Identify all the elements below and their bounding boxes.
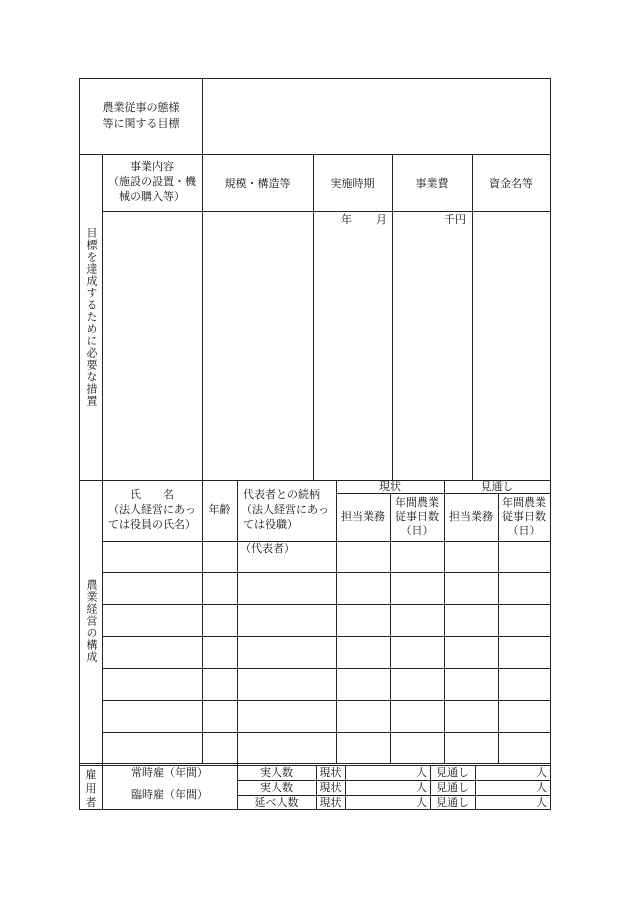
actual-count-label: 実人数 [260, 766, 293, 779]
header-name-line2: （法人経営にあっ [108, 503, 196, 516]
temporary-employment-label: 臨時雇（年間） [131, 788, 208, 801]
current-label: 現状 [319, 766, 342, 779]
goal-label-line1: 農業従事の態様 [102, 101, 180, 114]
col-divider [102, 154, 103, 810]
unit-thousand-yen: 千円 [444, 213, 466, 226]
header-fund: 資金名等 [489, 177, 533, 190]
col-divider [392, 154, 393, 480]
col-divider [237, 480, 238, 810]
current-label: 現状 [319, 796, 342, 809]
header-age: 年齢 [208, 503, 231, 516]
header-content-line1: 事業内容 [130, 160, 174, 173]
person-unit: 人 [536, 766, 547, 779]
measures-side-label: 目標を達成するために必要な措置 [85, 227, 98, 407]
current-label: 現状 [319, 781, 342, 794]
header-outlook-days-line3: （日） [507, 524, 541, 537]
row-divider [102, 732, 550, 733]
section-divider [80, 763, 550, 764]
header-outlook-duty: 担当業務 [449, 510, 493, 523]
application-form [79, 78, 551, 810]
goal-label-line2: 等に関する目標 [102, 117, 180, 130]
representative-label: （代表者） [240, 542, 295, 555]
row-divider [80, 154, 550, 155]
header-current-days-line2: 従事日数 [395, 510, 439, 523]
outlook-label: 見通し [436, 781, 469, 794]
header-current-days-line1: 年間農業 [395, 496, 439, 509]
unit-month: 月 [376, 213, 387, 226]
header-relation-line2: （法人経営にあっ [241, 503, 329, 516]
header-current-days-line3: （日） [400, 524, 434, 537]
outlook-label: 見通し [436, 796, 469, 809]
row-divider [102, 541, 550, 542]
actual-count-label: 実人数 [260, 781, 293, 794]
row-divider [102, 211, 550, 212]
row-divider [102, 668, 550, 669]
header-content-line3: 械の購入等） [119, 190, 185, 203]
col-divider [472, 154, 473, 480]
col-divider [313, 154, 314, 480]
header-relation-line1: 代表者との続柄 [243, 488, 320, 501]
unit-year: 年 [341, 213, 352, 226]
header-cost: 事業費 [415, 177, 449, 190]
col-divider [202, 79, 203, 480]
row-divider [102, 604, 550, 605]
outlook-label: 見通し [436, 766, 469, 779]
header-outlook-days-line1: 年間農業 [502, 496, 546, 509]
person-unit: 人 [416, 781, 427, 794]
total-count-label: 延べ人数 [254, 796, 299, 809]
row-divider [102, 572, 550, 573]
header-relation-line3: ては役職） [243, 518, 298, 531]
employment-side-label-2: 用 [85, 782, 97, 795]
header-name-line1: 氏 名 [130, 488, 174, 501]
employment-side-label-1: 雇 [85, 768, 97, 781]
header-current: 現状 [379, 480, 401, 493]
person-unit: 人 [536, 796, 547, 809]
header-outlook: 見通し [480, 480, 514, 493]
header-period: 実施時期 [330, 177, 375, 190]
employment-side-label-3: 者 [85, 796, 97, 809]
header-content-line2: （施設の設置・機 [108, 175, 196, 188]
person-unit: 人 [416, 796, 427, 809]
row-divider [102, 700, 550, 701]
header-outlook-days-line2: 従事日数 [502, 510, 546, 523]
header-name-line3: ては役員の氏名） [108, 518, 196, 531]
header-scale: 規模・構造等 [224, 177, 291, 190]
person-unit: 人 [416, 766, 427, 779]
row-divider [102, 636, 550, 637]
permanent-employment-label: 常時雇（年間） [131, 766, 208, 779]
col-divider [202, 480, 203, 763]
composition-side-label: 農業経営の構成 [85, 579, 98, 663]
person-unit: 人 [536, 781, 547, 794]
header-current-duty: 担当業務 [341, 510, 385, 523]
